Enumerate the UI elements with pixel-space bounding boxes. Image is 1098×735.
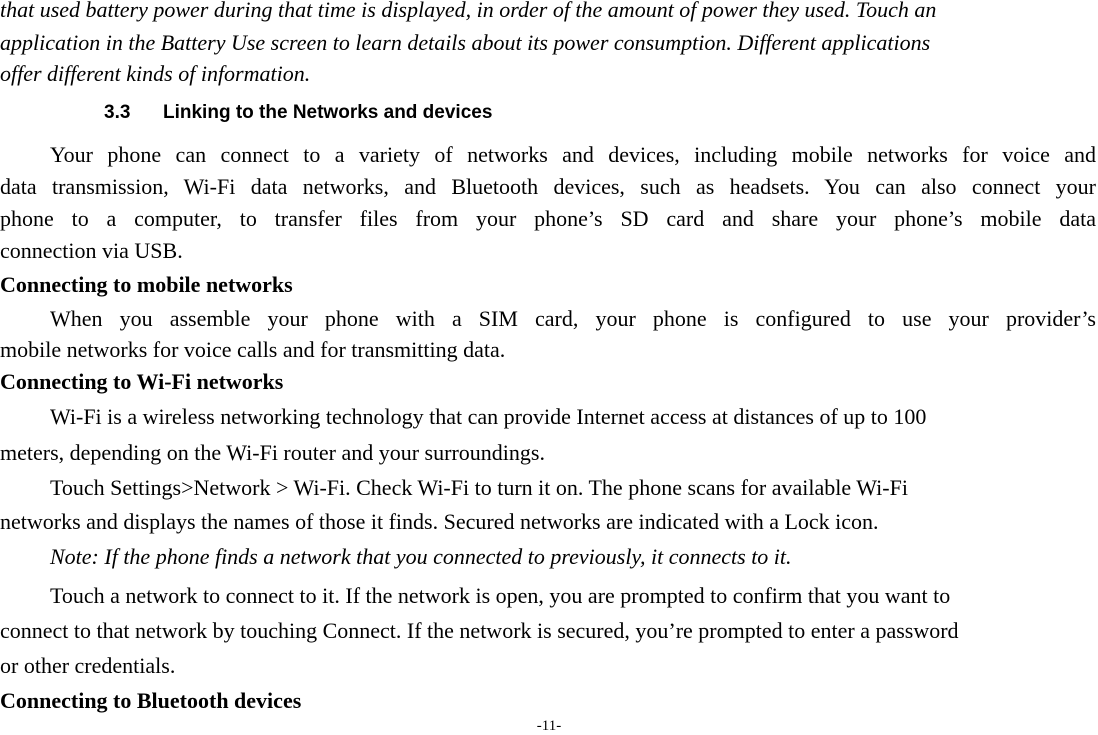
- paragraph-line: phone to a computer, to transfer files from your phone’s SD card and share your phone’s mobile data: [0, 206, 1096, 231]
- section-heading: [0, 100, 1096, 126]
- subheading-wifi: Connecting to Wi-Fi networks: [0, 369, 284, 394]
- paragraph-line: or other credentials.: [0, 653, 176, 678]
- paragraph-line: When you assemble your phone with a SIM card, your phone is configured to use your provider’s: [50, 306, 1096, 331]
- page-number: -11-: [536, 718, 562, 734]
- paragraph-line: data transmission, Wi-Fi data networks, and Bluetooth devices, such as headsets. You can also connect your: [0, 174, 1096, 199]
- paragraph-line: Your phone can connect to a variety of networks and devices, including mobile networks for voice and: [50, 142, 1096, 167]
- section-number: 3.3: [104, 102, 131, 123]
- subheading-bluetooth: Connecting to Bluetooth devices: [0, 688, 302, 713]
- intro-line: offer different kinds of information.: [0, 61, 311, 86]
- paragraph-line: Wi-Fi is a wireless networking technology that can provide Internet access at distances of up to 100: [50, 404, 927, 429]
- intro-line: that used battery power during that time is displayed, in order of the amount of power they used. Touch an: [0, 0, 937, 22]
- paragraph-line: Touch Settings>Network > Wi-Fi. Check Wi-Fi to turn it on. The phone scans for available Wi-Fi: [50, 475, 908, 500]
- intro-line: application in the Battery Use screen to learn details about its power consumption. Different applications: [0, 30, 931, 55]
- paragraph-line: meters, depending on the Wi-Fi router and your surroundings.: [0, 440, 545, 465]
- section-title: Linking to the Networks and devices: [163, 102, 493, 123]
- paragraph-line: mobile networks for voice calls and for transmitting data.: [0, 337, 506, 362]
- paragraph-line: connect to that network by touching Connect. If the network is secured, you’re prompted to enter a password: [0, 618, 959, 643]
- paragraph-line: networks and displays the names of those it finds. Secured networks are indicated with a Lock icon.: [0, 509, 879, 534]
- paragraph-line: connection via USB.: [0, 238, 183, 263]
- note-line: Note: If the phone finds a network that you connected to previously, it connects to it.: [50, 544, 792, 569]
- subheading-mobile: Connecting to mobile networks: [0, 272, 293, 297]
- paragraph-line: Touch a network to connect to it. If the network is open, you are prompted to confirm that you want to: [50, 583, 951, 608]
